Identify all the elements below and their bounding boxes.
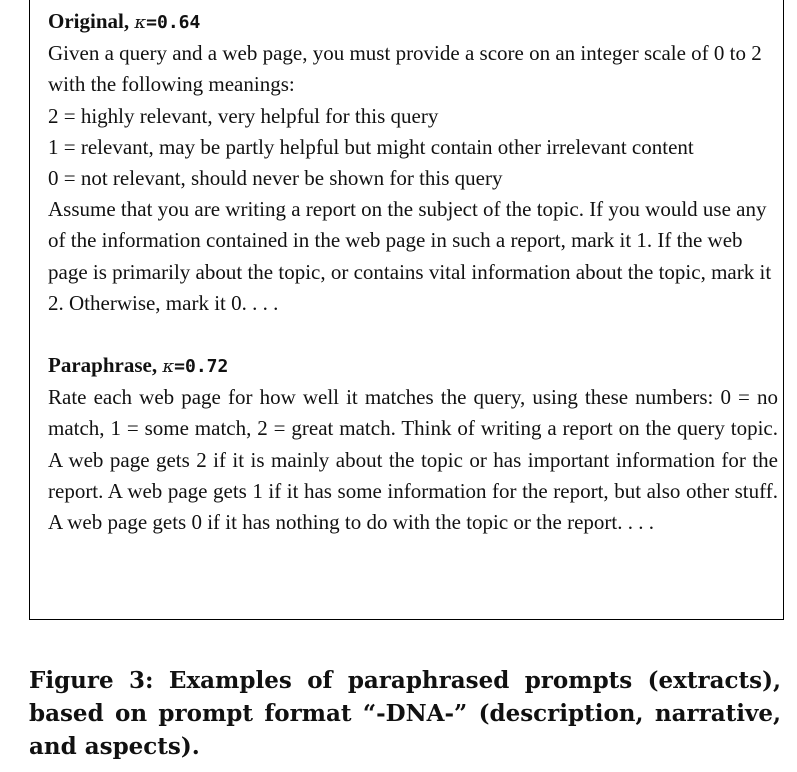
paraphrase-kappa-value: =0.72 xyxy=(174,356,229,378)
kappa-symbol: κ xyxy=(134,12,147,33)
original-line-5: Assume that you are writing a report on the subject of the topic. If you would use any of the information contained in the web page in such a report, mark it 1. If the web page is primarily about the topic, or contains vital information about the topic, mark it 2. Otherwise, mark it 0. . . . xyxy=(48,197,772,315)
prompt-content xyxy=(48,6,778,538)
original-heading xyxy=(48,6,778,38)
paraphrase-heading xyxy=(48,350,778,382)
original-line-3: 1 = relevant, may be partly helpful but might contain other irrelevant content xyxy=(48,134,694,159)
figure-caption: Figure 3: Examples of paraphrased prompts (extracts), based on prompt format “-DNA-” (description, narrative, and aspects). xyxy=(29,667,781,760)
kappa-symbol: κ xyxy=(162,356,175,378)
original-line-1: Given a query and a web page, you must provide a score on an integer scale of 0 to 2 with the following meanings: xyxy=(48,41,762,97)
original-kappa-value: =0.64 xyxy=(146,12,201,33)
paraphrase-text: Rate each web page for how well it matches the query, using these numbers: 0 = no match, 1 = some match, 2 = great match. Think of writing a report on the query topic. A web page gets 2 if it is mainly about the topic or has important information for the report. A web page gets 1 if it has some information for the report, but also other stuff. A web page gets 0 if it has nothing to do with the topic or the report. . . . xyxy=(48,385,778,535)
original-label: Original, xyxy=(48,9,135,33)
section-gap xyxy=(48,319,778,350)
paraphrase-label: Paraphrase, xyxy=(48,353,163,378)
original-line-4: 0 = not relevant, should never be shown for this query xyxy=(48,166,503,191)
original-line-2: 2 = highly relevant, very helpful for this query xyxy=(48,103,439,128)
